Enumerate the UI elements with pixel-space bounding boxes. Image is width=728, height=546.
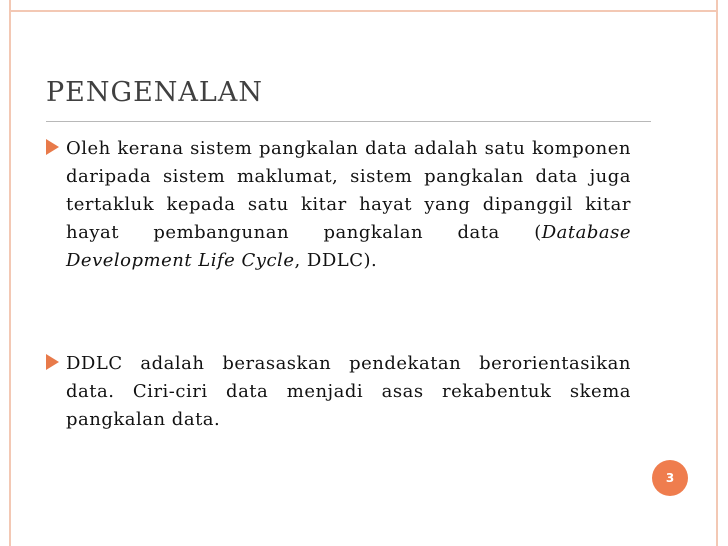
slide-title: PENGENALAN	[46, 77, 263, 108]
bullet-item-2	[46, 350, 631, 434]
triangle-bullet-icon	[46, 139, 59, 155]
page-number-badge: 3	[652, 460, 688, 496]
bullet-2-text: DDLC adalah berasaskan pendekatan berorientasikan data. Ciri-ciri data menjadi asas rekabentuk skema pangkalan data.	[66, 353, 631, 430]
top-border-line	[9, 10, 718, 12]
left-border-line	[9, 0, 11, 546]
bullet-1-text-part1: Oleh kerana sistem pangkalan data adalah satu komponen daripada sistem maklumat, sistem pangkalan data juga tertakluk kepada satu kitar hayat yang dipanggil kitar hayat pembangunan pangkalan data (	[66, 138, 631, 243]
bullet-1-text	[66, 135, 631, 275]
bullet-1-text-part2: , DDLC).	[294, 250, 378, 271]
triangle-bullet-icon	[46, 354, 59, 370]
bullet-1-italic-term: Database Development Life Cycle	[66, 222, 631, 271]
title-underline	[46, 121, 651, 122]
bullet-item-1	[46, 135, 631, 275]
right-border-line	[716, 0, 718, 546]
